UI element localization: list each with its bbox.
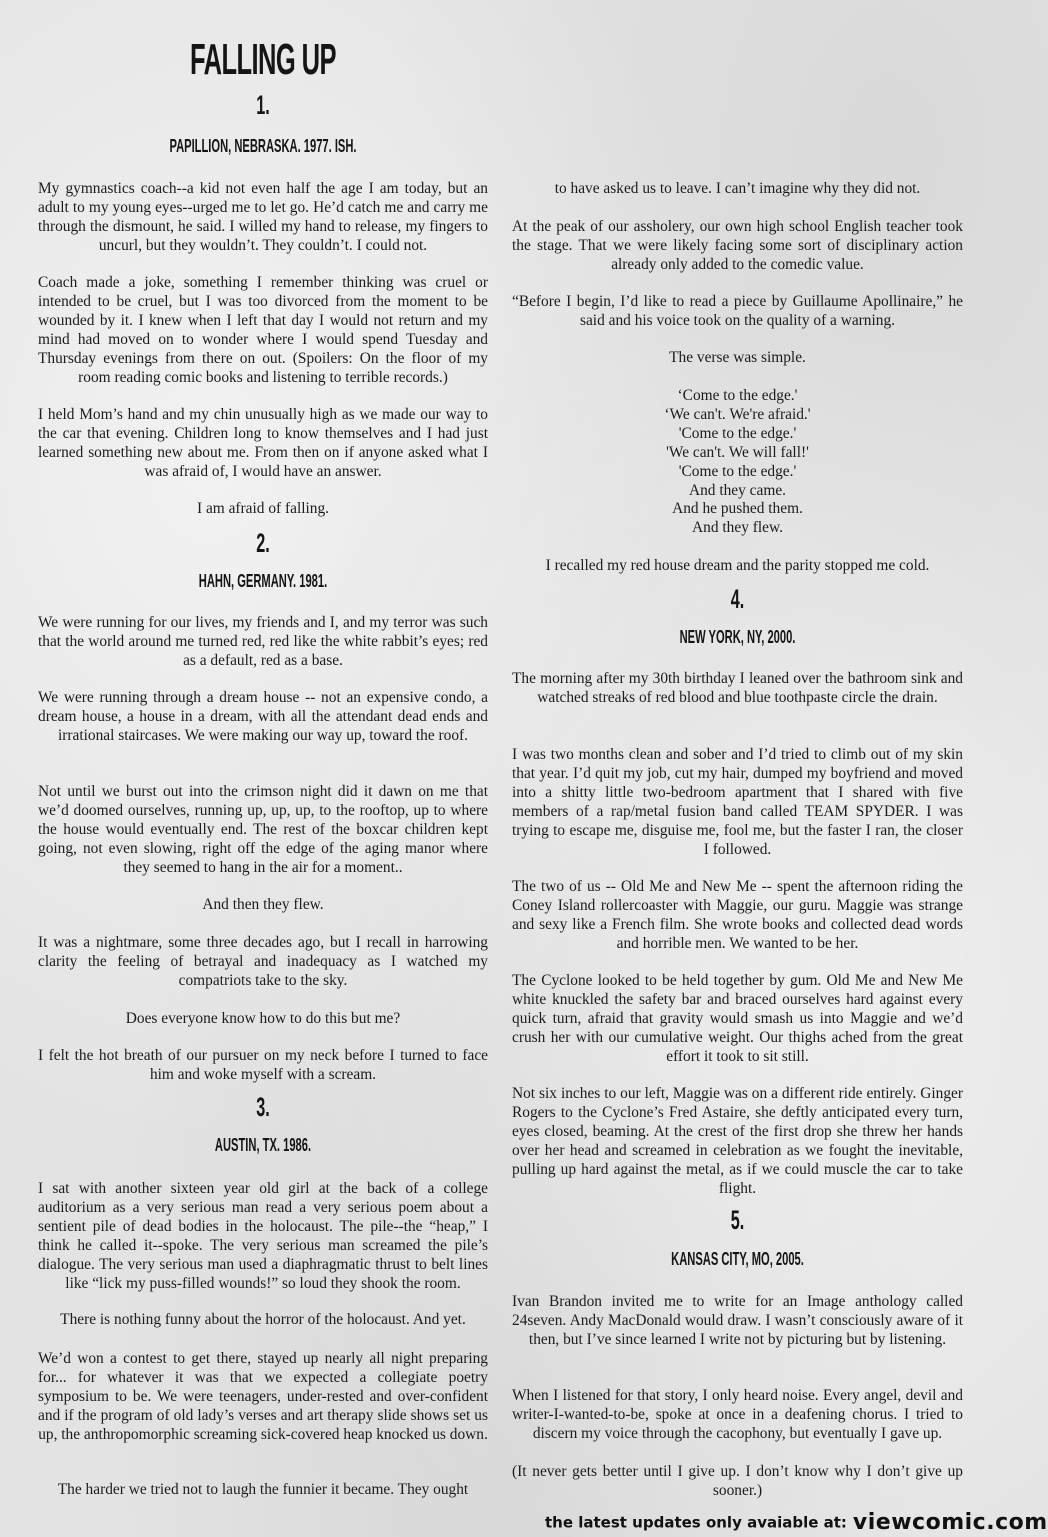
- paragraph: I felt the hot breath of our pursuer on my neck before I turned to face him and woke myself with a scream.: [38, 1047, 488, 1083]
- paragraph: The verse was simple.: [669, 349, 806, 366]
- poem-line: And he pushed them.: [672, 500, 803, 518]
- paragraph: The Cyclone looked to be held together by gum. Old Me and New Me white knuckled the safety bar and braced ourselves hard against every quick turn, afraid that gravity would smash us into Maggie and we’d crush her with our cumulative weight. Our thighs ached from the great effort it took to sit still.: [512, 972, 963, 1065]
- paragraph: Coach made a joke, something I remember thinking was cruel or intended to be cruel, but I was too divorced from the moment to be wounded by it. I knew when I left that day I would not return and my mind had moved on to wonder where I would spend Tuesday and Thursday evenings from there on out. (Spoilers: On the floor of my room reading comic books and listening to terrible records.): [38, 274, 488, 386]
- section-number-1: 1.: [256, 90, 270, 120]
- poem-line: ‘Come to the edge.': [677, 387, 798, 404]
- poem-line: ‘We can't. We're afraid.': [664, 405, 811, 423]
- section-place-2: HAHN, GERMANY. 1981.: [198, 571, 328, 591]
- paragraph: It was a nightmare, some three decades ago, but I recall in harrowing clarity the feeling of betrayal and inadequacy as I watched my compatriots take to the sky.: [38, 934, 488, 989]
- footer-site-link[interactable]: viewcomic.com: [852, 1510, 1048, 1535]
- paragraph: I was two months clean and sober and I’d tried to climb out of my skin that year. I’d quit my job, cut my hair, dumped my boyfriend and moved into a shitty little two-bedroom apartment that I shared with five members of a rap/metal fusion band called TEAM SPYDER. I was trying to escape me, disguise me, fool me, but the faster I ran, the closer I followed.: [512, 746, 963, 858]
- paragraph: The two of us -- Old Me and New Me -- spent the afternoon riding the Coney Island rollercoaster with Maggie, our guru. Maggie was strange and sexy like a French film. She wrote books and collected dead words and horrible men. We wanted to be her.: [512, 878, 963, 952]
- paragraph: “Before I begin, I’d like to read a piece by Guillaume Apollinaire,” he said and his voice took on the quality of a warning.: [512, 293, 963, 329]
- paragraph: There is nothing funny about the horror of the holocaust. And yet.: [60, 1311, 466, 1328]
- paragraph: The morning after my 30th birthday I leaned over the bathroom sink and watched streaks of red blood and blue toothpaste circle the drain.: [512, 670, 963, 706]
- paragraph: I am afraid of falling.: [196, 500, 330, 517]
- paragraph: Ivan Brandon invited me to write for an Image anthology called 24seven. Andy MacDonald would draw. I wasn’t consciously aware of it then, but I’ve since learned I write not by picturing but by listening.: [512, 1293, 963, 1348]
- poem-line: And they flew.: [692, 519, 783, 537]
- section-place-4: NEW YORK, NY, 2000.: [679, 627, 796, 647]
- paragraph: At the peak of our assholery, our own high school English teacher took the stage. That we were likely facing some sort of disciplinary action already only added to the comedic value.: [512, 218, 963, 273]
- page-title: FALLING UP: [190, 35, 336, 84]
- poem: [512, 387, 963, 538]
- poem-line: 'Come to the edge.': [678, 424, 797, 442]
- paragraph: The harder we tried not to laugh the funnier it became. They ought: [57, 1481, 469, 1498]
- section-number-2: 2.: [256, 528, 270, 558]
- paragraph: I recalled my red house dream and the parity stopped me cold.: [545, 557, 930, 574]
- paragraph: We were running through a dream house -- not an expensive condo, a dream house, a house in a dream, with all the attendant dead ends and irrational staircases. We were making our way up, toward the roof.: [38, 689, 488, 744]
- section-number-4: 4.: [730, 584, 745, 614]
- paragraph: My gymnastics coach--a kid not even half the age I am today, but an adult to my young eyes--urged me to let go. He’d catch me and carry me through the dismount, he said. I willed my hand to release, my fingers to uncurl, but they wouldn’t. They couldn’t. I could not.: [38, 180, 488, 254]
- paragraph: I sat with another sixteen year old girl at the back of a college auditorium as a very serious man read a very serious poem about a sentient pile of dead bodies in the holocaust. The pile--the “heap,” I think he called it--spoke. The very serious man screamed the pile’s dialogue. The very serious man used a diaphragmatic thrust to belt lines like “lick my puss-filled wounds!” so loud they shook the room.: [38, 1180, 488, 1292]
- paragraph: Does everyone know how to do this but me?: [125, 1010, 401, 1027]
- paragraph: We were running for our lives, my friends and I, and my terror was such that the world around me turned red, red like the white rabbit’s eyes; red as a default, red as a base.: [38, 614, 488, 669]
- section-place-1: PAPILLION, NEBRASKA. 1977. ISH.: [169, 136, 357, 156]
- paragraph: to have asked us to leave. I can’t imagine why they did not.: [554, 180, 921, 197]
- paragraph: I held Mom’s hand and my chin unusually high as we made our way to the car that evening. Children long to know themselves and I had just learned something new about me. From then on if anyone asked what I was afraid of, I would have an answer.: [38, 406, 488, 480]
- footer-lead-text: the latest updates only avaiable at:: [545, 1513, 847, 1532]
- section-number-3: 3.: [256, 1092, 270, 1122]
- section-number-5: 5.: [730, 1205, 745, 1235]
- paragraph: Not until we burst out into the crimson night did it dawn on me that we’d doomed ourselves, running up, up, up, to the rooftop, up to where the house would eventually end. The rest of the boxcar children kept going, not even slowing, right off the edge of the aging manor where they seemed to hang in the air for a moment..: [38, 783, 488, 876]
- section-place-3: AUSTIN, TX. 1986.: [214, 1135, 312, 1155]
- section-place-5: KANSAS CITY, MO, 2005.: [671, 1249, 804, 1269]
- paragraph: When I listened for that story, I only heard noise. Every angel, devil and writer-I-wanted-to-be, spoke at once in a deafening chorus. I tried to discern my voice through the cacophony, but eventually I gave up.: [512, 1387, 963, 1442]
- paragraph: (It never gets better until I give up. I don’t know why I don’t give up sooner.): [512, 1463, 963, 1499]
- paragraph: We’d won a contest to get there, stayed up nearly all night preparing for... for whatever it was that we expected a collegiate poetry symposium to be. We were teenagers, under-rested and over-confident and if the program of old lady’s verses and art therapy slide shows set us up, the anthropomorphic screaming sick-covered heap knocked us down.: [38, 1350, 488, 1443]
- poem-line: And they came.: [688, 481, 786, 499]
- poem-line: 'We can't. We will fall!': [666, 443, 809, 461]
- paragraph: Not six inches to our left, Maggie was on a different ride entirely. Ginger Rogers to the Cyclone’s Fred Astaire, she deftly anticipated every turn, eyes closed, beaming. At the crest of the first drop she threw her hands over her head and screamed in celebration as we fought the inevitable, pulling up hard against the metal, as if we could muscle the car to take flight.: [512, 1085, 963, 1197]
- poem-line: 'Come to the edge.': [678, 462, 797, 480]
- footer-banner: [545, 1510, 1048, 1535]
- paragraph: And then they flew.: [202, 896, 324, 913]
